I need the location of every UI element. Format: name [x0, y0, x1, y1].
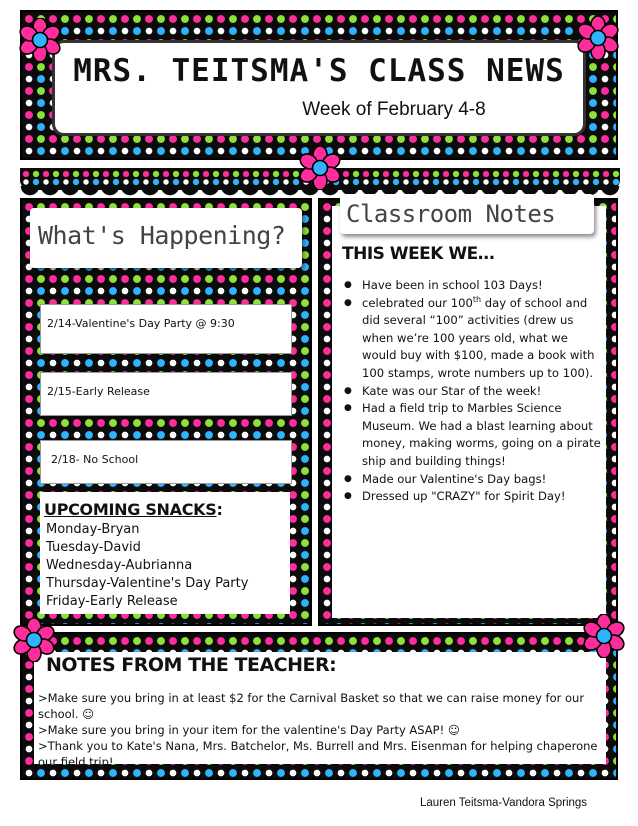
list-item	[342, 295, 602, 383]
event-box	[40, 440, 292, 484]
whats-happening-title-box	[30, 208, 302, 268]
flower-icon	[298, 146, 342, 190]
event-text: 2/14-Valentine's Day Party @ 9:30	[47, 317, 235, 330]
flower-icon	[12, 618, 56, 662]
teacher-note: >Make sure you bring in your item for the valentine's Day Party ASAP! ☺	[38, 723, 460, 737]
snack-item: Wednesday-Aubrianna	[46, 558, 193, 573]
list-item: ● Have been in school 103 Days!	[342, 277, 602, 295]
this-week-heading: THIS WEEK WE…	[342, 244, 495, 264]
list-item: ● Dressed up "CRAZY" for Spirit Day!	[342, 488, 602, 506]
snack-item: Monday-Bryan	[46, 522, 140, 537]
whats-happening-title: What's Happening?	[38, 221, 286, 250]
list-item-text: day of school and did several “100” activities (drew us when we’re 100 years old, what we would buy with $100, made a book with 100 stamps, wrote numbers up to 100).	[362, 295, 595, 380]
newsletter-subtitle: Week of February 4-8	[302, 99, 486, 120]
header-box	[52, 40, 586, 136]
list-item: ● Had a field trip to Marbles Science Museum. We had a blast learning about money, making worms, going on a pirate ship and building things!	[342, 400, 602, 470]
classroom-notes-title-box	[340, 194, 594, 234]
teacher-note: >Thank you to Kate's Nana, Mrs. Batchelor, Ms. Burrell and Mrs. Eisenman for helping chaperone our field trip!	[38, 739, 598, 769]
event-text: 2/18- No School	[51, 453, 139, 466]
teacher-note: >Make sure you bring in at least $2 for the Carnival Basket so that we can raise money for our school. ☺	[38, 691, 585, 721]
snacks-heading-colon: :	[216, 500, 223, 519]
ordinal-suffix: th	[472, 294, 482, 304]
snack-item: Thursday-Valentine's Day Party	[46, 576, 249, 591]
classroom-notes-title: Classroom Notes	[346, 200, 556, 228]
flower-icon	[582, 614, 626, 658]
teacher-notes-heading: NOTES FROM THE TEACHER:	[46, 654, 337, 676]
list-item-text: celebrated our 100	[362, 295, 473, 310]
snack-item: Tuesday-David	[46, 540, 141, 555]
this-week-list	[342, 277, 602, 506]
author-credit: Lauren Teitsma-Vandora Springs	[420, 797, 588, 809]
event-box	[40, 304, 292, 354]
snack-item: Friday-Early Release	[46, 594, 178, 609]
snacks-box	[40, 492, 290, 614]
list-item: ● Kate was our Star of the week!	[342, 383, 602, 401]
event-text: 2/15-Early Release	[47, 385, 150, 398]
snacks-heading	[44, 500, 223, 519]
list-item: ● Made our Valentine's Day bags!	[342, 471, 602, 489]
newsletter-title: MRS. TEITSMA'S CLASS NEWS	[73, 53, 565, 89]
flower-icon	[18, 18, 62, 62]
event-box	[40, 372, 292, 416]
snacks-heading-text: UPCOMING SNACKS	[44, 500, 217, 519]
flower-icon	[576, 16, 620, 60]
